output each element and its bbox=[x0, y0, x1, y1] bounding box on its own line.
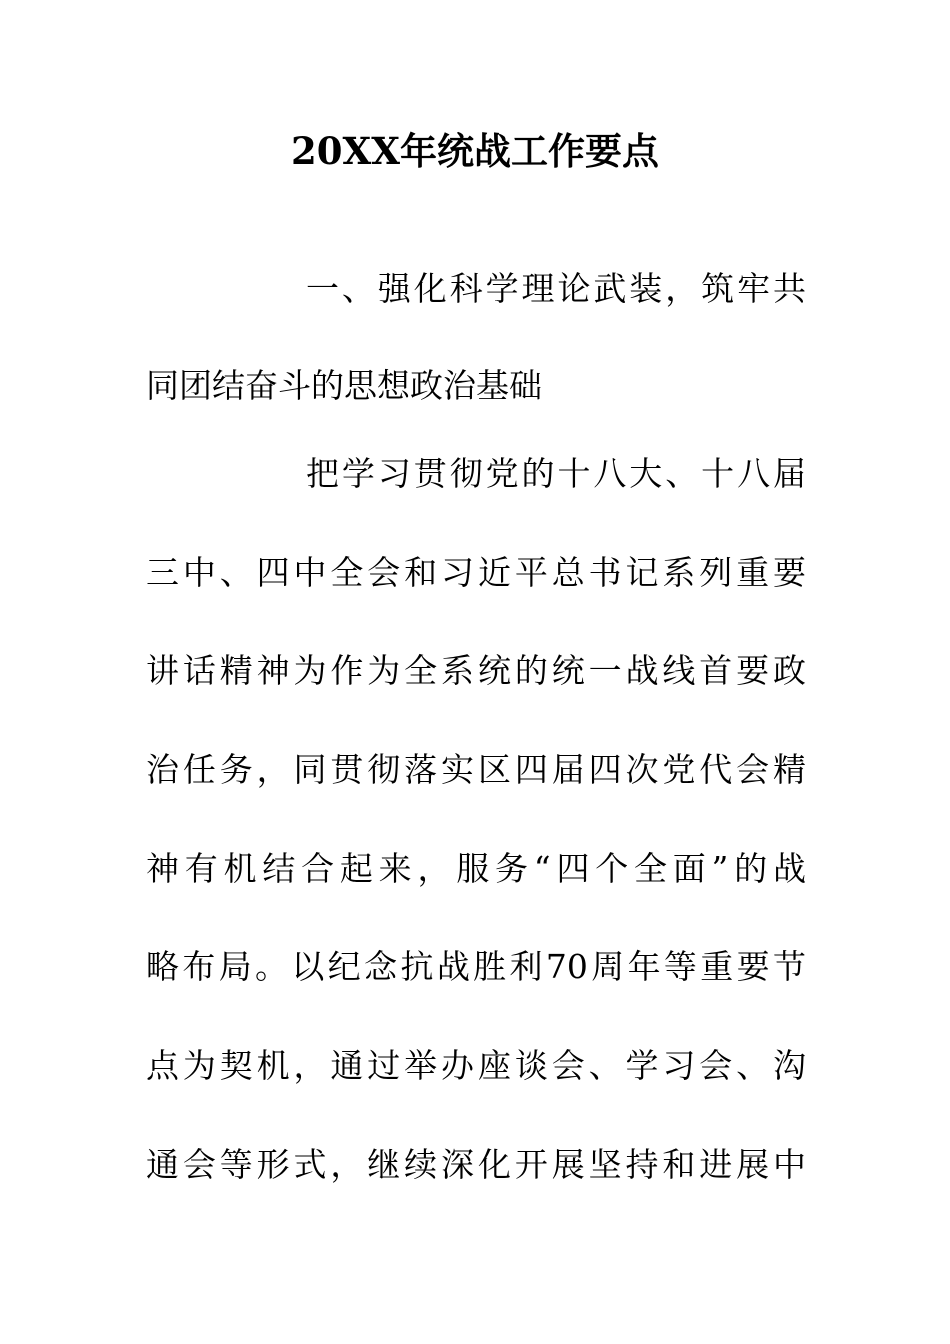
paragraph-line: 治任务，同贯彻落实区四届四次党代会精 bbox=[146, 750, 806, 789]
paragraph-line: 把学习贯彻党的十八大、十八届 bbox=[306, 454, 806, 493]
document-title: 20XX年统战工作要点 bbox=[291, 129, 659, 173]
heading-line: 一、强化科学理论武装，筑牢共 bbox=[306, 269, 806, 308]
paragraph-line: 神有机结合起来，服务“四个全面”的战 bbox=[146, 849, 806, 888]
paragraph-line: 点为契机，通过举办座谈会、学习会、沟 bbox=[146, 1046, 806, 1085]
paragraph-line: 通会等形式，继续深化开展坚持和进展中 bbox=[146, 1145, 806, 1184]
paragraph-line: 讲话精神为作为全系统的统一战线首要政 bbox=[146, 651, 806, 690]
paragraph-line: 三中、四中全会和习近平总书记系列重要 bbox=[146, 553, 806, 592]
heading-line: 同团结奋斗的思想政治基础 bbox=[146, 366, 542, 405]
paragraph-line: 略布局。以纪念抗战胜利70周年等重要节 bbox=[146, 947, 806, 986]
